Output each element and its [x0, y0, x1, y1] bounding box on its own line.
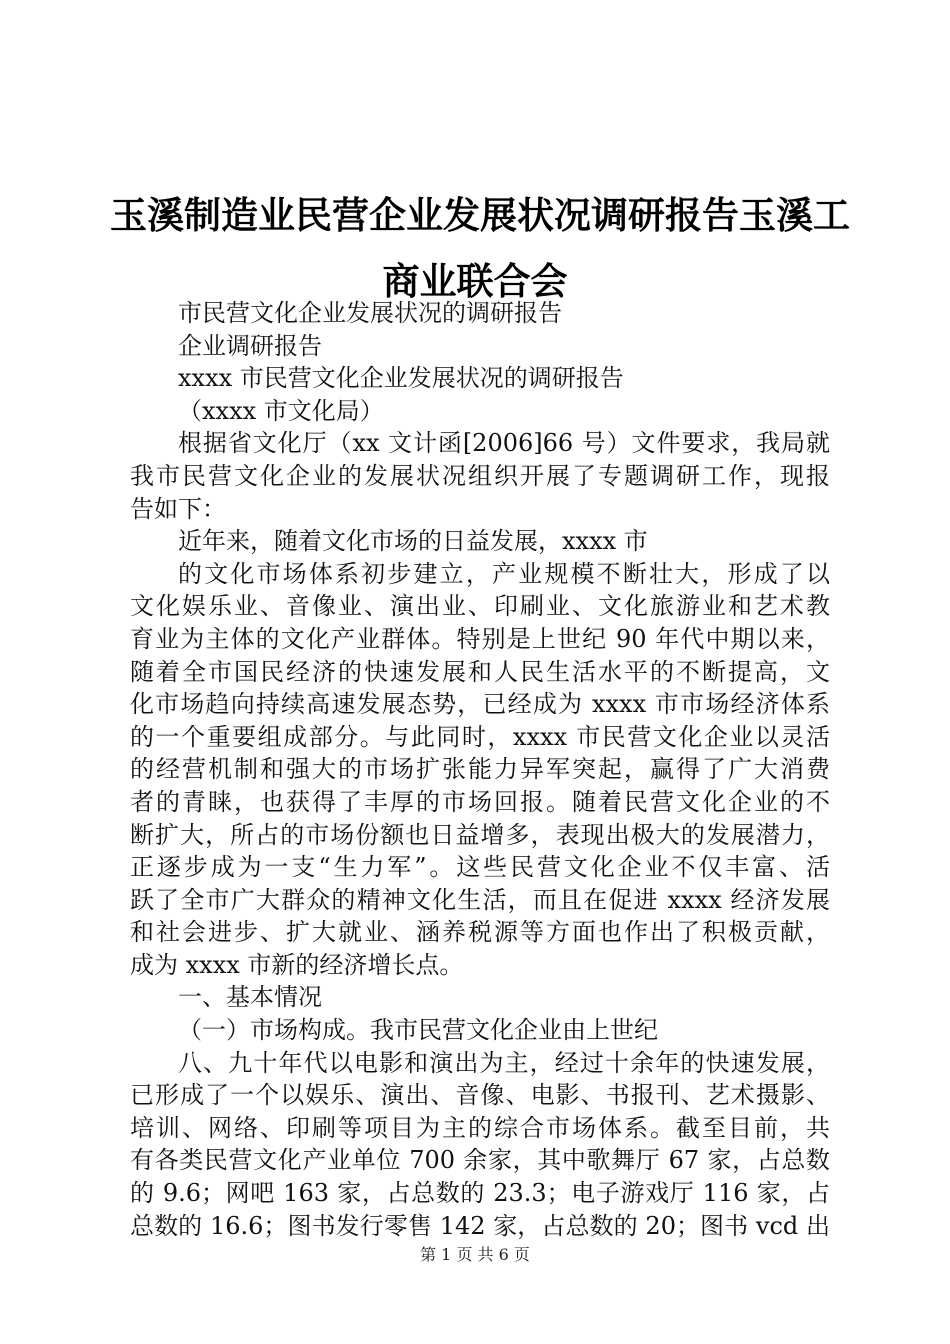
report-author: （xxxx 市文化局）	[178, 396, 384, 425]
paragraph-line: 跃了全市广大群众的精神文化生活，而且在促进 xxxx 经济发展	[130, 885, 830, 914]
document-body	[130, 297, 830, 1242]
paragraph-line: 的一个重要组成部分。与此同时，xxxx 市民营文化企业以灵活	[130, 722, 830, 751]
paragraph-line: 的 9.6；网吧 163 家，占总数的 23.3；电子游戏厅 116 家，占	[130, 1179, 830, 1208]
paragraph-line: 告如下：	[130, 494, 226, 523]
paragraph-line: 文化娱乐业、音像业、演出业、印刷业、文化旅游业和艺术教	[130, 592, 830, 621]
subtitle-line: 企业调研报告	[178, 331, 322, 360]
paragraph-line: 随着全市国民经济的快速发展和人民生活水平的不断提高，文	[130, 657, 830, 686]
paragraph-line: 的经营机制和强大的市场扩张能力异军突起，赢得了广大消费	[130, 755, 830, 784]
page-footer: 第 1 页 共 6 页	[420, 1245, 530, 1264]
paragraph-line: 者的青睐，也获得了丰厚的市场回报。随着民营文化企业的不	[130, 787, 830, 816]
title-line-2: 商业联合会	[382, 259, 568, 303]
document-title	[110, 182, 850, 314]
section-heading: 一、基本情况	[178, 983, 322, 1012]
paragraph-line: 成为 xxxx 市新的经济增长点。	[130, 950, 464, 979]
paragraph-line: 的文化市场体系初步建立，产业规模不断壮大，形成了以	[178, 559, 830, 588]
paragraph-line: 八、九十年代以电影和演出为主，经过十余年的快速发展，	[178, 1048, 830, 1077]
paragraph-line: 已形成了一个以娱乐、演出、音像、电影、书报刊、艺术摄影、	[130, 1081, 830, 1110]
title-line-1: 玉溪制造业民营企业发展状况调研报告玉溪工	[110, 193, 850, 237]
subsection-heading: （一）市场构成。我市民营文化企业由上世纪	[178, 1016, 658, 1045]
paragraph-line: 化市场趋向持续高速发展态势，已经成为 xxxx 市市场经济体系	[130, 690, 830, 719]
paragraph-line: 我市民营文化企业的发展状况组织开展了专题调研工作，现报	[130, 461, 830, 490]
paragraph-line: 和社会进步、扩大就业、涵养税源等方面也作出了积极贡献，	[130, 918, 830, 947]
paragraph-line: 正逐步成为一支“生力军”。这些民营文化企业不仅丰富、活	[130, 853, 830, 882]
paragraph-line: 断扩大，所占的市场份额也日益增多，表现出极大的发展潜力，	[130, 820, 830, 849]
report-heading: xxxx 市民营文化企业发展状况的调研报告	[178, 364, 624, 393]
paragraph-line: 总数的 16.6；图书发行零售 142 家，占总数的 20；图书 vcd 出	[130, 1211, 830, 1240]
paragraph-line: 育业为主体的文化产业群体。特别是上世纪 90 年代中期以来，	[130, 624, 830, 653]
subtitle-line: 市民营文化企业发展状况的调研报告	[178, 299, 562, 327]
paragraph-line: 培训、网络、印刷等项目为主的综合市场体系。截至目前，共	[130, 1113, 830, 1142]
paragraph-line: 有各类民营文化产业单位 700 余家，其中歌舞厅 67 家，占总数	[130, 1146, 830, 1175]
paragraph-line: 近年来，随着文化市场的日益发展，xxxx 市	[178, 527, 648, 556]
paragraph-line: 根据省文化厅（xx 文计函[2006]66 号）文件要求，我局就	[178, 429, 830, 458]
